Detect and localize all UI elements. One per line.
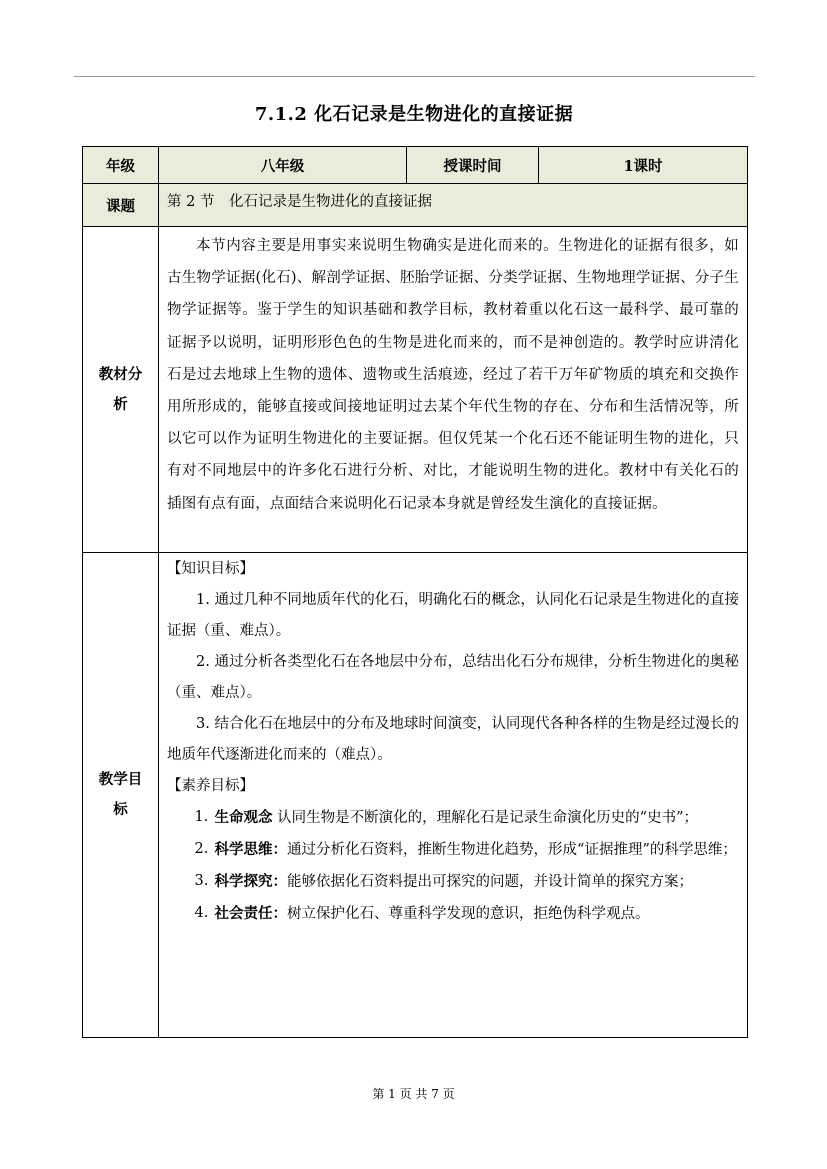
goals-label: 教学目标	[83, 553, 159, 1038]
page-title: 7.1.2 化石记录是生物进化的直接证据	[254, 104, 574, 125]
header-row	[83, 147, 748, 184]
analysis-label: 教材分析	[83, 227, 159, 553]
literacy-goal-item: 2. 科学思维：通过分析化石资料，推断生物进化趋势，形成“证据推理”的科学思维；	[194, 841, 737, 858]
subject-row	[83, 184, 748, 227]
header-rule	[74, 76, 755, 77]
subject-value: 第 2 节 化石记录是生物进化的直接证据	[159, 184, 748, 227]
analysis-text: 本节内容主要是用事实来说明生物确实是进化而来的。生物进化的证据有很多，如古生物学证据(化石)、解剖学证据、胚胎学证据、分类学证据、生物地理学证据、分子生物学证据等。鉴于学生的知识基础和教学目标，教材着重以化石这一最科学、最可靠的证据予以说明，证明形形色色的生物是进化而来的，而不是神创造的。教学时应讲清化石是过去地球上生物的遗体、遗物或生活痕迹，经过了若干万年矿物质的填充和交换作用所形成的，能够直接或间接地证明过去某个年代生物的存在、分布和生活情况等，所以它可以作为证明生物进化的主要证据。但仅凭某一个化石还不能证明生物的进化，只有对不同地层中的许多化石进行分析、对比，才能说明生物的进化。教材中有关化石的插图有点有面，点面结合来说明化石记录本身就是曾经发生演化的直接证据。	[159, 227, 748, 553]
grade-value: 八年级	[159, 147, 407, 184]
class-hours-label: 授课时间	[407, 147, 539, 184]
subject-label: 课题	[83, 184, 159, 227]
knowledge-goal-item: 2. 通过分析各类型化石在各地层中分布，总结出化石分布规律，分析生物进化的奥秘（重、难点）。	[167, 654, 739, 701]
knowledge-goals-title: 【知识目标】	[167, 561, 254, 577]
goals-row	[83, 553, 748, 1038]
literacy-goal-item: 4. 社会责任：树立保护化石、尊重科学发现的意识，拒绝伪科学观点。	[194, 905, 650, 922]
literacy-goal-item: 3. 科学探究：能够依据化石资料提出可探究的问题，并设计简单的探究方案；	[194, 873, 694, 890]
knowledge-goal-item: 1. 通过几种不同地质年代的化石，明确化石的概念，认同化石记录是生物进化的直接证据（重、难点）。	[167, 592, 739, 639]
goals-content	[159, 553, 748, 1038]
class-hours-value: 1课时	[539, 147, 748, 184]
lesson-plan-table	[82, 146, 748, 1038]
literacy-goals-title: 【素养目标】	[167, 778, 254, 794]
knowledge-goal-item: 3. 结合化石在地层中的分布及地球时间演变，认同现代各种各样的生物是经过漫长的地质年代逐渐进化而来的（难点）。	[167, 716, 739, 763]
page-footer: 第 1 页 共 7 页	[372, 1087, 455, 1101]
literacy-goal-item: 1. 生命观念 认同生物是不断演化的，理解化石是记录生命演化历史的“史书”；	[194, 809, 698, 826]
grade-label: 年级	[83, 147, 159, 184]
analysis-row	[83, 227, 748, 553]
